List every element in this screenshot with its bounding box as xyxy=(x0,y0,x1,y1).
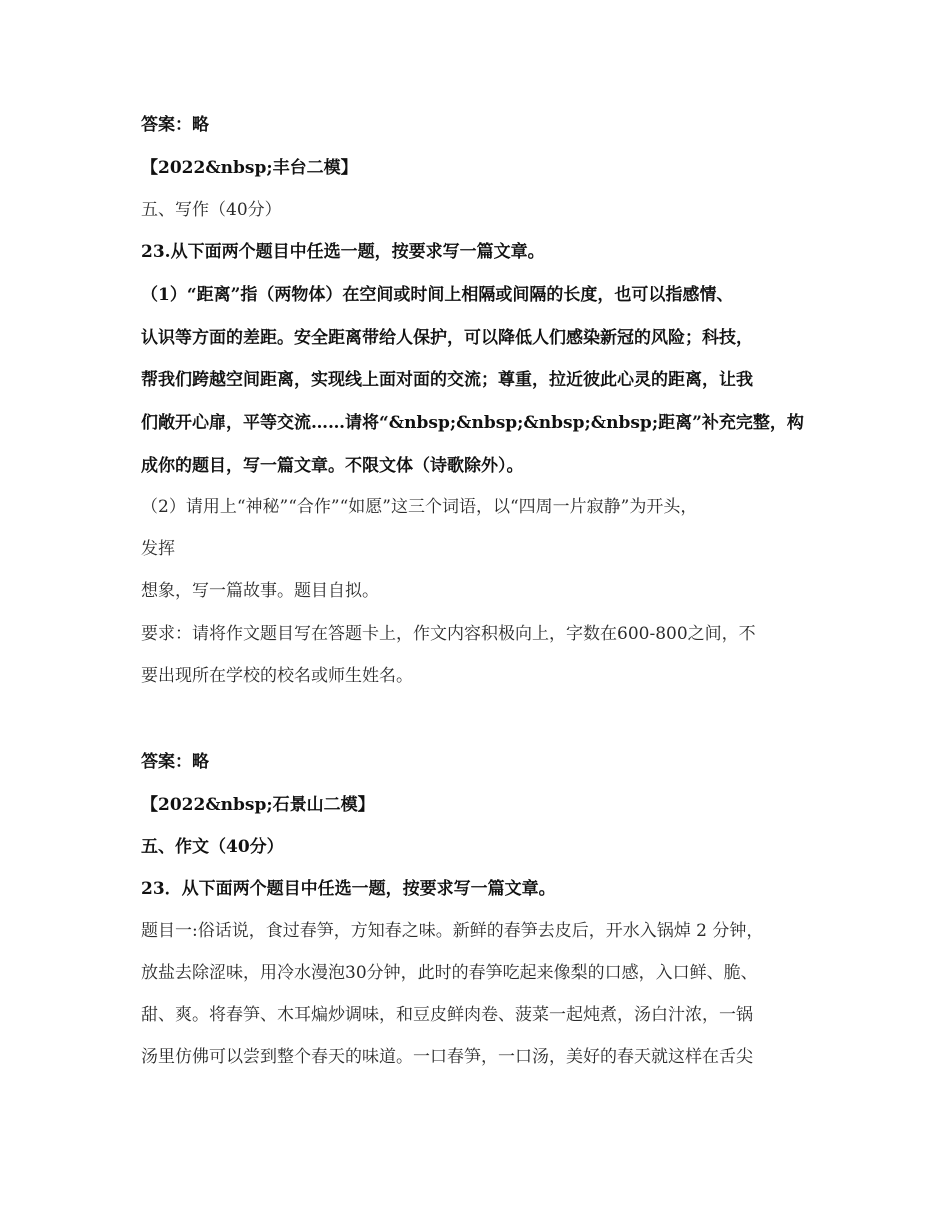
prompt-2-line-3: 想象，写一篇故事。题目自拟。 xyxy=(141,581,379,601)
section-source-fengtai: 【2022&nbsp;丰台二模】 xyxy=(141,158,358,178)
question-23-instruction-1: 23.从下面两个题目中任选一题，按要求写一篇文章。 xyxy=(141,242,545,262)
prompt-1-line-4: 们敞开心扉，平等交流……请将“&nbsp;&nbsp;&nbsp;&nbsp;距离”补充完整，构 xyxy=(141,413,804,433)
prompt-1-line-5: 成你的题目，写一篇文章。不限文体（诗歌除外）。 xyxy=(141,456,524,476)
answer-line-2: 答案：略 xyxy=(141,752,209,772)
requirement-line-1: 要求：请将作文题目写在答题卡上，作文内容积极向上，字数在600-800之间，不 xyxy=(141,624,756,644)
question-23-instruction-2: 23．从下面两个题目中任选一题，按要求写一篇文章。 xyxy=(141,879,556,899)
topic-1-line-1: 题目一:俗话说，食过春笋，方知春之味。新鲜的春笋去皮后，开水入锅焯 2 分钟， xyxy=(141,921,764,941)
prompt-1-line-2: 认识等方面的差距。安全距离带给人保护，可以降低人们感染新冠的风险；科技， xyxy=(141,328,753,348)
section-source-shijingshan: 【2022&nbsp;石景山二模】 xyxy=(141,795,375,815)
requirement-line-2: 要出现所在学校的校名或师生姓名。 xyxy=(141,666,413,686)
topic-1-line-2: 放盐去除涩味，用冷水漫泡30分钟，此时的春笋吃起来像梨的口感，入口鲜、脆、 xyxy=(141,963,758,983)
section-heading-writing: 五、写作（40分） xyxy=(141,200,282,220)
answer-line-1: 答案：略 xyxy=(141,115,209,135)
prompt-2-line-1: （2）请用上“神秘”“合作”“如愿”这三个词语，以“四周一片寂静”为开头， xyxy=(141,497,698,517)
section-heading-composition: 五、作文（40分） xyxy=(141,837,284,857)
prompt-1-line-1: （1）“距离”指（两物体）在空间或时间上相隔或间隔的长度，也可以指感情、 xyxy=(141,285,734,305)
topic-1-line-4: 汤里仿佛可以尝到整个春天的味道。一口春笋，一口汤，美好的春天就这样在舌尖 xyxy=(141,1047,753,1067)
prompt-1-line-3: 帮我们跨越空间距离，实现线上面对面的交流；尊重，拉近彼此心灵的距离，让我 xyxy=(141,370,753,390)
topic-1-line-3: 甜、爽。将春笋、木耳煸炒调味，和豆皮鲜肉卷、菠菜一起炖煮，汤白汁浓，一锅 xyxy=(141,1005,753,1025)
prompt-2-line-2: 发挥 xyxy=(141,539,175,559)
